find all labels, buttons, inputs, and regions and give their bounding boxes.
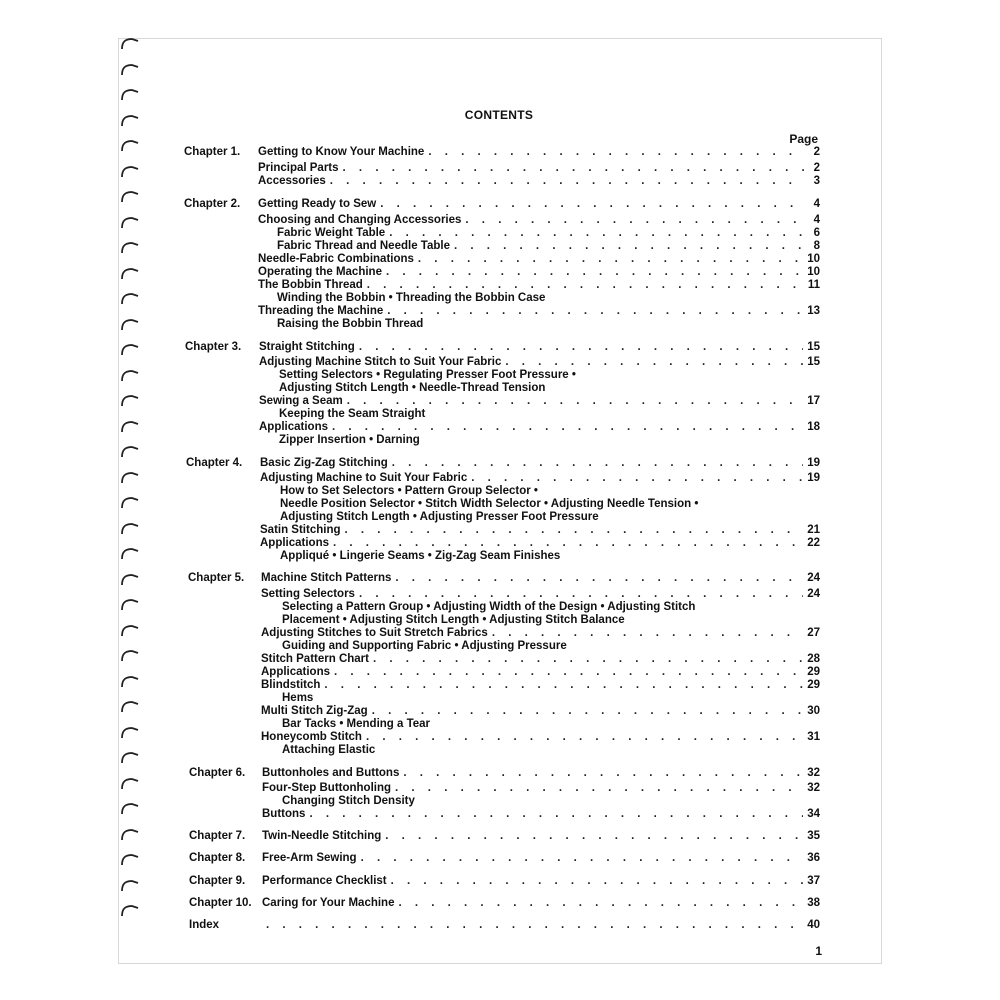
entry-page: 24 [807,588,820,600]
dot-leader [387,304,803,318]
entry-page: 10 [807,253,820,265]
toc-entry[interactable] [261,652,820,666]
chapter-label: Chapter 4. [186,457,243,469]
chapter-page: 32 [807,767,820,779]
binding-coil [120,701,140,713]
toc-subtopics: Raising the Bobbin Thread [277,318,424,330]
toc-entry[interactable] [258,174,820,188]
dot-leader [398,896,803,910]
toc-entry[interactable] [258,213,820,227]
toc-entry[interactable] [258,278,820,292]
binding-coil [120,880,140,892]
dot-leader [347,394,803,408]
dot-leader [465,213,804,227]
entry-text: Multi Stitch Zig-Zag [261,705,368,717]
toc-subtopics: Winding the Bobbin • Threading the Bobbin Case [277,292,546,304]
entry-page: 22 [807,537,820,549]
dot-leader [324,678,803,692]
dot-leader [395,571,803,585]
chapter-page: 15 [807,341,820,353]
entry-page: 11 [807,279,820,291]
binding-coil [120,905,140,917]
binding-coil [120,778,140,790]
entry-page: 30 [807,705,820,717]
binding-coil [120,166,140,178]
binding-coil [120,191,140,203]
binding-coil [120,242,140,254]
entry-page: 15 [807,356,820,368]
entry-page: 27 [807,627,820,639]
entry-page: 8 [813,240,820,252]
chapter-page: 4 [813,198,820,210]
toc-entry[interactable] [277,226,820,240]
chapter-row[interactable] [189,851,820,865]
chapter-title: Getting Ready to Sew [258,198,377,210]
dot-leader [343,161,804,175]
entry-text: Honeycomb Stitch [261,731,362,743]
chapter-page: 40 [807,919,820,931]
entry-text: Needle-Fabric Combinations [258,253,414,265]
entry-page: 13 [807,305,820,317]
toc-entry[interactable] [260,471,820,485]
binding-coil [120,574,140,586]
index-label: Index [189,919,220,931]
toc-entry[interactable] [258,161,820,175]
entry-page: 17 [807,395,820,407]
chapter-row[interactable] [189,896,820,910]
chapter-label: Chapter 10. [189,897,252,909]
entry-page: 4 [813,214,820,226]
dot-leader [366,730,803,744]
toc-subtopics: Zipper Insertion • Darning [279,434,420,446]
toc-entry[interactable] [258,265,820,279]
chapter-page: 35 [807,830,820,842]
entry-text: Principal Parts [258,162,339,174]
dot-leader [330,174,804,188]
entry-page: 18 [807,421,820,433]
chapter-label: Chapter 8. [189,852,246,864]
chapter-row[interactable] [189,829,820,843]
toc-subtopics: Changing Stitch Density [282,795,415,807]
entry-text: Applications [260,537,330,549]
entry-page: 2 [813,162,820,174]
toc-entry[interactable] [258,304,820,318]
binding-coil [120,268,140,280]
entry-text: Choosing and Changing Accessories [258,214,462,226]
entry-text: Operating the Machine [258,266,382,278]
entry-text: Adjusting Machine to Suit Your Fabric [260,472,468,484]
chapter-row[interactable] [186,456,820,470]
dot-leader [418,252,803,266]
binding-coil [120,523,140,535]
toc-entry[interactable] [261,626,820,640]
toc-subtopics: Bar Tacks • Mending a Tear [282,718,431,730]
binding-coil [120,89,140,101]
toc-entry[interactable] [259,394,820,408]
binding-coil [120,803,140,815]
dot-leader [266,918,803,932]
dot-leader [361,851,804,865]
chapter-label: Chapter 1. [184,146,241,158]
chapter-title: Basic Zig-Zag Stitching [260,457,388,469]
binding-coil [120,599,140,611]
chapter-page: 24 [807,572,820,584]
entry-text: Stitch Pattern Chart [261,653,369,665]
toc-subtopics: Guiding and Supporting Fabric • Adjusting Pressure [282,640,567,652]
toc-subtopics: Placement • Adjusting Stitch Length • Adjusting Stitch Balance [282,614,625,626]
toc-entry[interactable] [262,807,820,821]
entry-page: 19 [807,472,820,484]
dot-leader [454,239,804,253]
chapter-row[interactable] [185,340,820,354]
toc-subtopics: Adjusting Stitch Length • Adjusting Presser Foot Pressure [280,511,599,523]
entry-text: Setting Selectors [261,588,355,600]
dot-leader [385,829,803,843]
toc-subtopics: Attaching Elastic [282,744,376,756]
toc-entry[interactable] [259,355,820,369]
toc-subtopics: How to Set Selectors • Pattern Group Selector • [280,485,538,497]
binding-coil [120,421,140,433]
chapter-row[interactable] [184,145,820,159]
dot-leader [334,665,803,679]
dot-leader [389,226,804,240]
entry-page: 31 [807,731,820,743]
toc-entry[interactable] [259,420,820,434]
dot-leader [373,652,803,666]
toc-entry[interactable] [260,536,820,550]
dot-leader [380,197,804,211]
entry-text: Applications [261,666,331,678]
binding-coil [120,472,140,484]
binding-coil [120,293,140,305]
entry-text: Fabric Weight Table [277,227,386,239]
binding-coil [120,829,140,841]
entry-page: 3 [813,175,820,187]
dot-leader [359,340,803,354]
chapter-row[interactable] [189,766,820,780]
chapter-page: 37 [807,875,820,887]
entry-text: Satin Stitching [260,524,341,536]
chapter-title: Twin-Needle Stitching [262,830,382,842]
binding-coil [120,625,140,637]
page-column-header: Page [789,132,818,146]
entry-page: 32 [807,782,820,794]
chapter-row[interactable] [189,918,820,932]
entry-page: 6 [813,227,820,239]
entry-text: Four-Step Buttonholing [262,782,392,794]
entry-text: Adjusting Stitches to Suit Stretch Fabrics [261,627,488,639]
binding-coil [120,727,140,739]
dot-leader [345,523,804,537]
toc-subtopics: Needle Position Selector • Stitch Width Selector • Adjusting Needle Tension • [280,498,699,510]
binding-coil [120,395,140,407]
binding-coil [120,319,140,331]
binding-coil [120,140,140,152]
dot-leader [372,704,804,718]
dot-leader [309,807,803,821]
chapter-label: Chapter 3. [185,341,242,353]
dot-leader [386,265,803,279]
dot-leader [367,278,804,292]
chapter-label: Chapter 2. [184,198,241,210]
toc-subtopics: Keeping the Seam Straight [279,408,426,420]
binding-coil [120,650,140,662]
toc-subtopics: Adjusting Stitch Length • Needle-Thread Tension [279,382,546,394]
binding-coil [120,217,140,229]
entry-page: 21 [807,524,820,536]
entry-text: Fabric Thread and Needle Table [277,240,450,252]
chapter-label: Chapter 9. [189,875,246,887]
entry-text: Adjusting Machine Stitch to Suit Your Fabric [259,356,502,368]
toc-subtopics: Appliqué • Lingerie Seams • Zig-Zag Seam Finishes [280,550,561,562]
chapter-title: Caring for Your Machine [262,897,395,909]
entry-page: 34 [807,808,820,820]
binding-coil [120,854,140,866]
entry-page: 10 [807,266,820,278]
dot-leader [403,766,803,780]
toc-subtopics: Selecting a Pattern Group • Adjusting Width of the Design • Adjusting Stitch [282,601,696,613]
toc-entry[interactable] [260,523,820,537]
chapter-row[interactable] [188,571,820,585]
toc-entry[interactable] [262,781,820,795]
chapter-page: 38 [807,897,820,909]
chapter-title: Straight Stitching [259,341,355,353]
dot-leader [392,456,803,470]
dot-leader [428,145,804,159]
page-title: CONTENTS [464,108,534,122]
entry-text: Applications [259,421,329,433]
entry-text: Threading the Machine [258,305,384,317]
binding-coil [120,64,140,76]
page-number: 1 [815,944,822,958]
chapter-page: 36 [807,852,820,864]
chapter-label: Chapter 7. [189,830,246,842]
binding-coil [120,497,140,509]
toc-entry[interactable] [258,252,820,266]
entry-page: 29 [807,666,820,678]
dot-leader [492,626,803,640]
entry-page: 29 [807,679,820,691]
chapter-title: Buttonholes and Buttons [262,767,400,779]
toc-entry[interactable] [261,730,820,744]
chapter-row[interactable] [189,874,820,888]
toc-entry[interactable] [261,678,820,692]
dot-leader [332,420,803,434]
binding-coil [120,548,140,560]
chapter-title: Getting to Know Your Machine [258,146,425,158]
binding-coil [120,676,140,688]
toc-subtopics: Hems [282,692,314,704]
binding-coil [120,752,140,764]
dot-leader [391,874,804,888]
binding-coil [120,446,140,458]
entry-text: Accessories [258,175,326,187]
entry-text: Sewing a Seam [259,395,343,407]
dot-leader [471,471,803,485]
entry-text: Blindstitch [261,679,321,691]
entry-text: The Bobbin Thread [258,279,363,291]
binding-coil [120,344,140,356]
chapter-label: Chapter 5. [188,572,245,584]
dot-leader [505,355,803,369]
toc-entry[interactable] [261,665,820,679]
chapter-title: Free-Arm Sewing [262,852,357,864]
chapter-label: Chapter 6. [189,767,246,779]
chapter-title: Performance Checklist [262,875,387,887]
dot-leader [359,587,803,601]
toc-entry[interactable] [277,239,820,253]
binding-coil [120,370,140,382]
toc-entry[interactable] [261,587,820,601]
chapter-page: 2 [813,146,820,158]
chapter-title: Machine Stitch Patterns [261,572,392,584]
dot-leader [395,781,803,795]
entry-page: 28 [807,653,820,665]
chapter-row[interactable] [184,197,820,211]
toc-subtopics: Setting Selectors • Regulating Presser Foot Pressure • [279,369,576,381]
toc-entry[interactable] [261,704,820,718]
chapter-page: 19 [807,457,820,469]
binding-coil [120,38,140,50]
dot-leader [333,536,803,550]
entry-text: Buttons [262,808,306,820]
